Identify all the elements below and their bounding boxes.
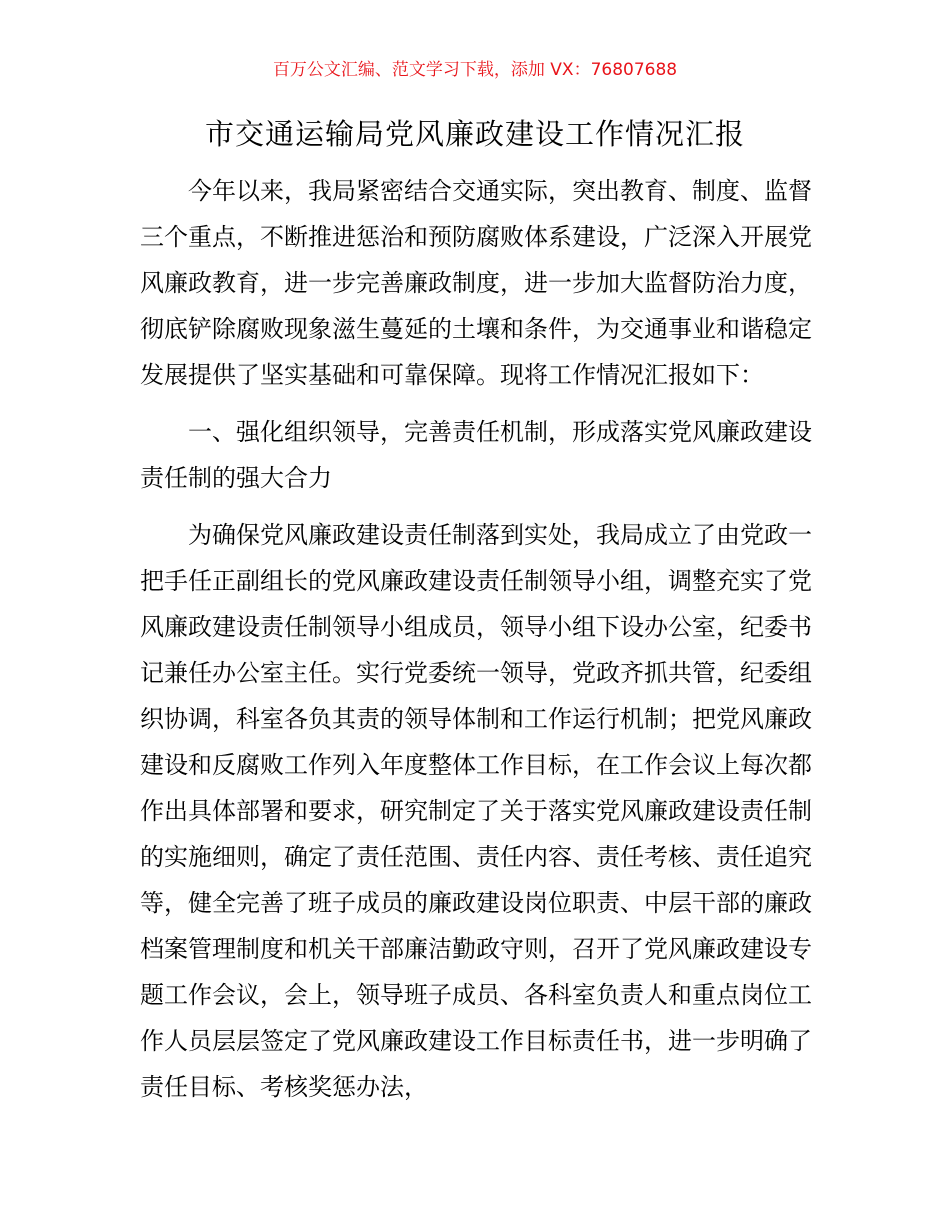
- paragraph-intro: 今年以来，我局紧密结合交通实际，突出教育、制度、监督三个重点，不断推进惩治和预防腐败体系建设，广泛深入开展党风廉政教育，进一步完善廉政制度，进一步加大监督防治力度，彻底铲除腐败现象滋生蔓延的土壤和条件，为交通事业和谐稳定发展提供了坚实基础和可靠保障。现将工作情况汇报如下：: [140, 177, 812, 389]
- paragraph-section-1: 为确保党风廉政建设责任制落到实处，我局成立了由党政一把手任正副组长的党风廉政建设责任制领导小组，调整充实了党风廉政建设责任制领导小组成员，领导小组下设办公室，纪委书记兼任办公室主任。实行党委统一领导，党政齐抓共管，纪委组织协调，科室各负其责的领导体制和工作运行机制；把党风廉政建设和反腐败工作列入年度整体工作目标，在工作会议上每次都作出具体部署和要求，研究制定了关于落实党风廉政建设责任制的实施细则，确定了责任范围、责任内容、责任考核、责任追究等，健全完善了班子成员的廉政建设岗位职责、中层干部的廉政档案管理制度和机关干部廉洁勤政守则，召开了党风廉政建设专题工作会议，会上，领导班子成员、各科室负责人和重点岗位工作人员层层签定了党风廉政建设工作目标责任书，进一步明确了责任目标、考核奖惩办法，: [140, 521, 812, 1101]
- document-body: [140, 168, 812, 1110]
- document-title: 市交通运输局党风廉政建设工作情况汇报: [204, 117, 745, 151]
- section-heading-1: 一、强化组织领导，完善责任机制，形成落实党风廉政建设责任制的强大合力: [140, 418, 812, 492]
- header-watermark-note: 百万公文汇编、范文学习下载，添加 VX：76807688: [272, 60, 678, 80]
